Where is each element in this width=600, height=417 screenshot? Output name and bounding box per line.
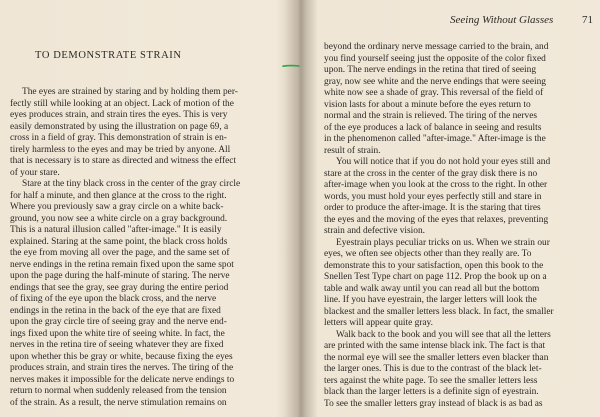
text-line: nerves makes it impossible for the delicate nerve endings to <box>10 374 235 385</box>
text-line: result of strain. <box>324 145 381 156</box>
text-line: the larger ones. This is due to the contrast of the black let- <box>324 364 542 374</box>
text-line: of fixing of the eye upon the black cross, and the nerve <box>10 294 217 304</box>
text-line: upon. The nerve endings in the retina that tired of seeing <box>324 65 537 75</box>
text-line: Eyestrain plays peculiar tricks on us. When we strain our <box>336 237 550 248</box>
text-line: the eye from moving all over the page, and the same set of <box>10 248 230 258</box>
text-line: the normal eye will see the smaller letters even blacker than <box>324 352 549 363</box>
text-line: Walk back to the book and you will see that all the letters <box>336 329 551 340</box>
text-line: normal and the strain is relieved. The tiring of the nerves <box>324 111 538 121</box>
text-line: of the strain. As a result, the nerve stimulation remains on <box>10 397 227 408</box>
text-line: are printed with the same intense black ink. The fact is that <box>324 341 546 351</box>
right-page-body <box>324 42 600 410</box>
text-line: the eyes and the moving of the eyes that relaxes, preventing <box>324 214 549 225</box>
text-line: The eyes are strained by staring and by holding them per- <box>22 87 238 97</box>
text-line: tirely harmless to the eyes and may be tried by anyone. All <box>10 144 231 155</box>
text-line: eyes produces strain, and strain tires the eyes. This is very <box>10 110 228 120</box>
text-line: Where you previously saw a gray circle on a white back- <box>10 202 224 212</box>
text-line: words, you must hold your eyes perfectly still and stare in <box>324 191 542 202</box>
text-line: eyes, we often see objects other than they really are. To <box>324 249 532 259</box>
text-line: you find yourself seeing just the opposite of the color fixed <box>324 53 546 64</box>
text-line: This is a natural illusion called "after-image." It is easily <box>10 225 222 235</box>
text-line: for half a minute, and then glance at the cross to the right. <box>10 190 227 201</box>
text-line: To see the smaller letters gray instead of black is as bad as <box>324 398 543 409</box>
text-line: ground, you now see a white circle on a gray background. <box>10 213 228 224</box>
text-line: after-image when you look at the cross to the right. In other <box>324 180 548 190</box>
text-line: fectly still while looking at an object. Lack of motion of the <box>10 98 234 109</box>
text-line: of the eye produces a lack of balance in seeing and results <box>324 122 542 133</box>
text-line: cross in a field of gray. This demonstration of strain is en- <box>10 133 227 143</box>
text-line: of your stare. <box>10 167 60 178</box>
text-line: table and walk away until you can read all but the bottom <box>324 283 540 294</box>
text-line: upon whether this be gray or white, because fixing the eyes <box>10 351 233 362</box>
text-line: letters will appear quite gray. <box>324 318 433 328</box>
text-line: gray, now see white and the nerve endings that were seeing <box>324 76 546 87</box>
text-line: that is necessary is to stare as directed and witness the effect <box>10 156 237 166</box>
text-line: in the phenomenon called "after-image." After-image is the <box>324 134 546 144</box>
section-heading: TO DEMONSTRATE STRAIN <box>35 50 182 61</box>
text-line: endings in the retina in the back of the eye that are fixed <box>10 305 221 316</box>
text-line: blackest and the smaller letters less black. In fact, the smaller <box>324 306 554 317</box>
text-line: Stare at the tiny black cross in the center of the gray circle <box>22 179 241 189</box>
text-line: upon the page during the half-minute of staring. The nerve <box>10 271 230 281</box>
text-line: ters against the white page. To see the smaller letters less <box>324 375 538 386</box>
text-line: beyond the ordinary nerve message carried to the brain, and <box>324 42 549 52</box>
text-line: produces strain, and strain tires the nerves. The tiring of the <box>10 363 234 373</box>
text-line: vision lasts for about a minute before the eyes return to <box>324 99 531 110</box>
running-head <box>450 14 595 26</box>
text-line: easily demonstrated by using the illustration on page 69, a <box>10 121 229 132</box>
left-page-body <box>10 87 290 409</box>
text-line: white now see a shade of gray. This reversal of the field of <box>324 88 544 98</box>
text-line: stare at the cross in the center of the gray disk there is no <box>324 168 538 179</box>
text-line: return to normal when suddenly released from the tension <box>10 386 227 396</box>
page-number: 71 <box>582 14 593 26</box>
text-line: Snellen Test Type chart on page 112. Prop the book up on a <box>324 272 547 282</box>
text-line: explained. Staring at the same point, the black cross holds <box>10 236 228 247</box>
text-line: upon the gray circle tire of seeing gray and the nerve end- <box>10 317 227 327</box>
text-line: black than the larger letters is a definite sign of eyestrain. <box>324 387 539 397</box>
pencil-margin-mark <box>282 64 300 68</box>
right-page <box>300 0 600 417</box>
text-line: You will notice that if you do not hold your eyes still and <box>336 157 551 167</box>
text-line: demonstrate this to your satisfaction, open this book to the <box>324 260 544 271</box>
running-title: Seeing Without Glasses <box>450 14 554 26</box>
text-line: order to produce the after-image. It is the staring that tires <box>324 203 541 213</box>
text-line: line. If you have eyestrain, the larger letters will look the <box>324 295 537 305</box>
text-line: ings fixed upon the white tire of seeing white. In fact, the <box>10 328 225 339</box>
text-line: strain and defective vision. <box>324 226 426 236</box>
text-line: nerves in the retina tire of seeing whatever they are fixed <box>10 340 224 350</box>
text-line: nerve endings in the retina remain fixed upon the same spot <box>10 259 234 270</box>
text-line: endings that see the gray, see gray during the entire period <box>10 282 229 293</box>
